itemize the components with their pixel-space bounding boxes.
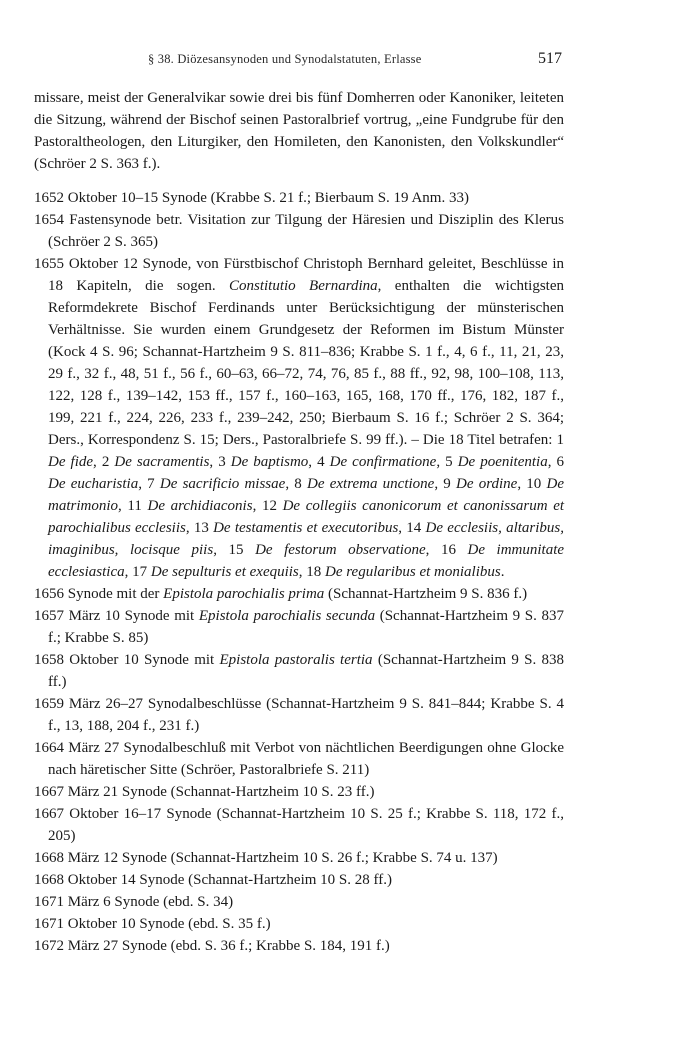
intro-paragraph: missare, meist der Generalvikar sowie drei bis fünf Domherren oder Kanoniker, leiteten die Sitzung, während der Bischof seinen Pastoralbrief vortrug, „eine Fundgrube für den Pastoraltheologen, den Liturgiker, den Homileten, den Kanonisten, den Volkskundler“ (Schröer 2 S. 363 f.). <box>34 90 564 172</box>
synod-entry-1668-maerz: 1668 März 12 Synode (Schannat-Hartzheim 10 S. 26 f.; Krabbe S. 74 u. 137) <box>34 850 498 866</box>
title-latin: De collegiis canonicorum et canonissarum et parochialibus ecclesiis <box>48 498 565 536</box>
title-number: 1 <box>556 432 564 448</box>
title-number: 5 <box>445 454 453 470</box>
page-number: 517 <box>538 50 562 67</box>
title-latin: De baptismo <box>230 454 309 470</box>
title-latin: De archidiaconis <box>147 498 253 514</box>
entry-text: 1657 März 10 Synode mit <box>34 608 199 624</box>
title-number: 8 <box>294 476 302 492</box>
synod-entry-1656 <box>34 583 564 605</box>
title-latin: De sacramentis <box>114 454 210 470</box>
synod-entry-1664: 1664 März 27 Synodalbeschluß mit Verbot von nächtlichen Beerdigungen ohne Glocke nach häretischer Sitte (Schröer, Pastoralbriefe S. 211) <box>34 740 564 778</box>
title-number: 7 <box>147 476 155 492</box>
title-number: 6 <box>556 454 565 470</box>
synod-list <box>34 187 564 957</box>
synod-entry-1658 <box>34 649 564 693</box>
title-latin: De ecclesiis, altaribus, imaginibus, locisque piis <box>48 520 565 558</box>
title-number: 4 <box>317 454 325 470</box>
synod-entry-1667-oktober: 1667 Oktober 16–17 Synode (Schannat-Hartzheim 10 S. 25 f.; Krabbe S. 118, 172 f., 205) <box>34 806 564 844</box>
synod-entry-1652: 1652 Oktober 10–15 Synode (Krabbe S. 21 f.; Bierbaum S. 19 Anm. 33) <box>34 190 469 206</box>
body-text <box>34 87 564 957</box>
title-latin: De extrema unctione <box>307 476 435 492</box>
title-latin: De fide <box>48 454 94 470</box>
title-latin: De sepulturis et exequiis <box>150 564 299 580</box>
entry-title-italic: Epistola parochialis secunda <box>198 608 376 624</box>
synod-entry-1655: 1655 Oktober 12 Synode, von Fürstbischof Christoph Bernhard geleitet, Beschlüsse in 18 Kapiteln, die sogen. Constitutio Bernardina, enthalten die wichtigsten Reformdekrete Bischof Ferdinands unter Berücksichtigung der münsterischen Verhältnisse. Sie wurden einem Grundgesetz der Reformen im Bistum Münster (Kock 4 S. 96; Schannat-Hartzheim 9 S. 811–836; Krabbe S. 1 f., 4, 6 f., 11, 21, 23, 29 f., 32 f., 48, 51 f., 56 f., 60–63, 66–72, 74, 76, 85 f., 88 ff., 92, 98, 100–108, 113, 122, 128 f., 139–142, 153 ff., 157 f., 160–163, 165, 168, 170 ff., 176, 182, 187 f., 199, 221 f., 224, 226, 233 f., 239–242, 250; Bierbaum S. 16 f.; Schröer 2 S. 364; Ders., Korrespondenz S. 15; Ders., Pastoralbriefe S. 99 ff.). – Die 18 Titel betrafen: 1 De fide, 2 De sacramentis, 3 De baptismo, 4 De confirmatione, 5 De poenitentia, 6 De eucharistia, 7 De sacrificio missae, 8 De extrema unctione, 9 De ordine, 10 De matrimonio, 11 De archidiaconis, 12 De collegiis canonicorum et canonissarum et parochialibus ecclesiis, 13 De testamentis et executoribus, 14 De ecclesiis, altaribus, imaginibus, locisque piis, 15 De festorum observatione, 16 De immunitate ecclesiastica, 17 De sepulturis et exequiis, 18 De regularibus et monialibus. <box>34 256 565 580</box>
title-latin: De poenitentia <box>457 454 548 470</box>
title-latin: De confirmatione <box>329 454 437 470</box>
entry-title-italic: Epistola parochialis prima <box>163 586 325 602</box>
title-latin: De regularibus et monialibus <box>325 564 501 580</box>
title-number: 17 <box>132 564 148 580</box>
title-latin: De eucharistia <box>48 476 139 492</box>
synod-entry-1668-oktober: 1668 Oktober 14 Synode (Schannat-Hartzheim 10 S. 28 ff.) <box>34 872 392 888</box>
synod-entry-1672: 1672 März 27 Synode (ebd. S. 36 f.; Krabbe S. 184, 191 f.) <box>34 938 390 954</box>
title-number: 18 <box>306 564 322 580</box>
page-header <box>0 50 700 72</box>
synod-entry-1654: 1654 Fastensynode betr. Visitation zur Tilgung der Häresien und Disziplin des Klerus (Schröer 2 S. 365) <box>34 212 564 250</box>
synod-entry-1671-oktober: 1671 Oktober 10 Synode (ebd. S. 35 f.) <box>34 916 271 932</box>
title-number: 14 <box>406 520 422 536</box>
title-latin: De sacrificio missae <box>159 476 286 492</box>
synod-entry-1659: 1659 März 26–27 Synodalbeschlüsse (Schannat-Hartzheim 9 S. 841–844; Krabbe S. 4 f., 13, 188, 204 f., 231 f.) <box>34 696 564 734</box>
entry-text: (Schannat-Hartzheim 9 S. 838 ff.) <box>48 652 565 690</box>
title-number: 15 <box>228 542 244 558</box>
running-head: § 38. Diözesansynoden und Synodalstatuten, Erlasse <box>148 52 422 66</box>
entry-text: 1658 Oktober 10 Synode mit <box>34 652 220 668</box>
title-number: 9 <box>443 476 451 492</box>
entry-text: 1655 Oktober 12 Synode, von Fürstbischof Christoph Bernhard geleitet, Beschlüsse in 18 Kapiteln, die sogen. <box>34 256 564 294</box>
synod-entry-1667-maerz: 1667 März 21 Synode (Schannat-Hartzheim 10 S. 23 ff.) <box>34 784 375 800</box>
title-number: 12 <box>261 498 277 514</box>
title-latin: De festorum observatione <box>255 542 426 558</box>
entry-text: (Schannat-Hartzheim 9 S. 836 f.) <box>324 586 528 602</box>
title-latin: De ordine <box>456 476 518 492</box>
entry-end: . <box>500 564 505 580</box>
entry-text: , enthalten die wichtigsten Reformdekrete Bischof Ferdinands unter Berücksichtigung der münsterischen Verhältnisse. Sie wurden einem Grundgesetz der Reformen im Bistum Münster (Kock 4 S. 96; Schannat-Hartzheim 9 S. 811–836; Krabbe S. 1 f., 4, 6 f., 11, 21, 23, 29 f., 32 f., 48, 51 f., 56 f., 60–63, 66–72, 74, 76, 85 f., 88 ff., 92, 98, 100–108, 113, 122, 128 f., 139–142, 153 ff., 157 f., 160–163, 165, 168, 170 ff., 176, 182, 187 f., 199, 221 f., 224, 226, 233 f., 239–242, 250; Bierbaum S. 16 f.; Schröer 2 S. 364; Ders., Korrespondenz S. 15; Ders., Pastoralbriefe S. 99 ff.). – Die 18 Titel betrafen: <box>48 278 564 448</box>
title-number: 13 <box>193 520 209 536</box>
synod-entry-1671-maerz: 1671 März 6 Synode (ebd. S. 34) <box>34 894 234 910</box>
entry-text: 1656 Synode mit der <box>34 586 164 602</box>
title-number: 2 <box>101 454 110 470</box>
title-latin: De matrimonio <box>48 476 565 514</box>
title-number: 10 <box>526 476 542 492</box>
entry-title-italic: Epistola pastoralis tertia <box>219 652 373 668</box>
synod-entry-1657 <box>34 605 564 649</box>
title-latin: De immunitate ecclesiastica <box>48 542 565 580</box>
title-number: 11 <box>127 498 142 514</box>
title-number: 3 <box>218 454 226 470</box>
entry-title-italic: Constitutio Bernardina <box>228 278 378 294</box>
title-latin: De testamentis et executoribus <box>213 520 399 536</box>
entry-text: (Schannat-Hartzheim 9 S. 837 f.; Krabbe S. 85) <box>48 608 565 646</box>
title-number: 16 <box>440 542 456 558</box>
